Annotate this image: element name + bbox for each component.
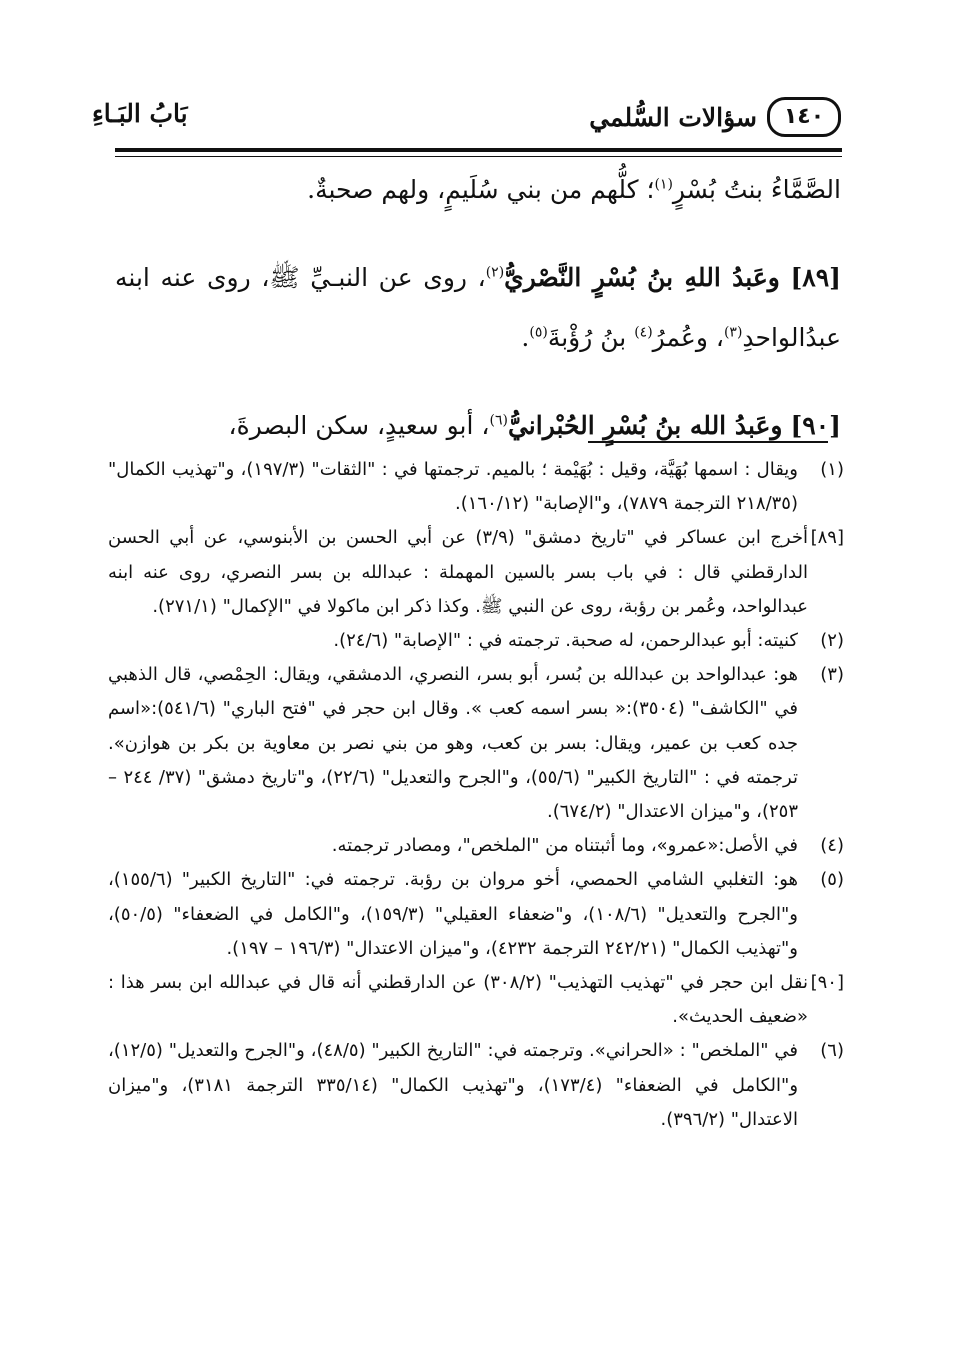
footnote-89-mark: [٨٩] [810,527,844,549]
header-rule-thick [115,148,842,152]
header-rule-thin [115,156,842,157]
footnote-90-text: نقل ابن حجر في "تهذيب التهذيب" (٣٠٨/٢) عن الدارقطني أنه قال في عبدالله ابن بسر هذا : «ضعيف الحديث». [108,972,808,1028]
footnote-1-mark: (١) [820,459,844,480]
footnote-4-text: في الأصل:«عمرو»، وما أثبتناه من "الملخص"، ومصادر ترجمته. [331,835,798,857]
entry-90-name: وعَبدُ الله بنُ بُسْرٍ الحُبْرانيُّ [507,411,783,440]
header-title-group [589,97,841,137]
page-header [92,95,841,143]
footnote-2-mark: (٢) [820,630,844,652]
footnote-5-mark: (٥) [820,869,844,891]
footnote-2-text: كنيته: أبو عبدالرحمن، له صحبة. ترجمته في : "الإصابة" (٢٤/٦). [333,630,798,652]
footnote-4 [108,829,844,863]
footnote-ref-4: (٤) [634,324,653,341]
main-line-1-rest: ؛ كلُّهم من بني سُلَيمٍ، ولهم صحبةٌ. [307,175,655,204]
entry-89-name: وعَبدُ اللهِ بنُ بُسْرٍ النَّصْريُّ [504,263,780,292]
footnote-3-text: هو: عبدالواحد بن عبدالله بن بُسر، أبو بسر، النصري، الدمشقي، ويقال: الحِمْصي، قال الذهبي في "الكاشف" (٣٥٠٤):« بسر اسمه كعب ». وقال ابن حجر في "فتح الباري" (٥٤١/٦):«اسم جده كعب بن عمير، ويقال: بسر بن كعب، وهو من بني نصر بن معاوية بن بكر بن هوازن». ترجمته في : "التاريخ الكبير" (٥٥/٦)، و"الجرح والتعديل" (٢٢/٦)، و"تاريخ دمشق" (٣٧/ ٢٤٤ – ٢٥٣)، و"ميزان الاعتدال" (٦٧٤/٢). [108,664,798,823]
entry-89 [115,248,841,368]
entry-89-text-b: ، وعُمرُ [652,323,724,352]
main-text [115,160,841,456]
entry-89-text-d: . [521,323,530,352]
footnote-5 [108,863,844,966]
chapter-title: بَابُ البَـاءِ [92,99,188,128]
book-title: سؤالات السُّلمي [589,102,757,132]
entry-89-number: [٨٩] [790,263,841,292]
entry-90 [115,396,841,456]
footnote-ref-5: (٥) [529,324,548,341]
footnote-3-mark: (٣) [820,664,844,686]
footnote-1 [108,453,844,521]
entry-90-text: ، أبو سعيدٍ، سكن البصرةَ، [228,411,490,440]
main-line-1 [115,160,841,220]
footnote-separator [588,441,828,443]
footnote-2 [108,624,844,658]
main-line-1-text: الصَّمَّاءُ بنتُ بُسْرٍ [672,175,841,204]
footnote-89-text: أخرج ابن عساكر في "تاريخ دمشق" (٣/٩) عن أبي الحسن بن الأبنوسي، عن أبي الحسن الدارقطني قال : في باب بسر بالسين المهملة : عبدالله بن بسر النصري، روى عنه ابنه عبدالواحد، وعُمر بن رؤبة، روى عن النبي ﷺ. وكذا ذكر ابن ماكولا في "الإكمال" (٢٧١/١). [108,527,808,617]
footnote-89 [108,521,844,624]
page-number-badge: ١٤٠ [767,97,841,137]
footnote-ref-2: (٢) [485,264,505,281]
footnote-6 [108,1034,844,1137]
footnote-4-mark: (٤) [820,835,844,857]
footnotes [108,453,844,1137]
footnote-1-text: ويقال : اسمها بُهَيَّة، وقيل : بُهَيْمة ؛ بالميم. ترجمتها في : "الثقات" (١٩٧/٣)، و"تهذيب الكمال" (٢١٨/٣٥ الترجمة ٧٨٧٩)، و"الإصابة" (١٦٠/١٢). [108,459,798,515]
entry-90-number: [٩٠] [790,411,841,440]
entry-89-text-c: بنُ رُؤْبةَ [547,323,635,352]
footnote-ref-3: (٣) [723,324,743,341]
entry-89-text-a: ، روى عن النبـيِّ ﷺ، روى عنه ابنه عبدُالواحدِ [115,263,841,352]
footnote-6-text: في "الملخص" : «الحراني». وترجمته في: "التاريخ الكبير" (٤٨/٥)، و"الجرح والتعديل" (١٢/٥)، و"الكامل في الضعفاء" (١٧٣/٤)، و"تهذيب الكمال" (٣٣٥/١٤ الترجمة ٣١٨١)، و"ميزان الاعتدال" (٣٩٦/٢). [108,1040,799,1130]
footnote-90-mark: [٩٠] [810,972,844,994]
footnote-90 [108,966,844,1034]
footnote-ref-1: (١) [654,176,673,193]
footnote-3 [108,658,844,829]
footnote-6-mark: (٦) [820,1040,844,1062]
footnote-ref-6: (٦) [489,412,508,429]
footnote-5-text: هو: التغلبي الشامي الحمصي، أخو مروان بن رؤبة. ترجمته في: "التاريخ الكبير" (١٥٥/٦)، و"الجرح والتعديل" (١٠٨/٦)، و"ضعفاء العقيلي" (١٥٩/٣)، و"الكامل في الضعفاء" (٥٠/٥)، و"تهذيب الكمال" (٢٤٢/٢١ الترجمة ٤٢٣٢)، و"ميزان الاعتدال" (١٩٦/٣ – ١٩٧). [108,869,798,959]
